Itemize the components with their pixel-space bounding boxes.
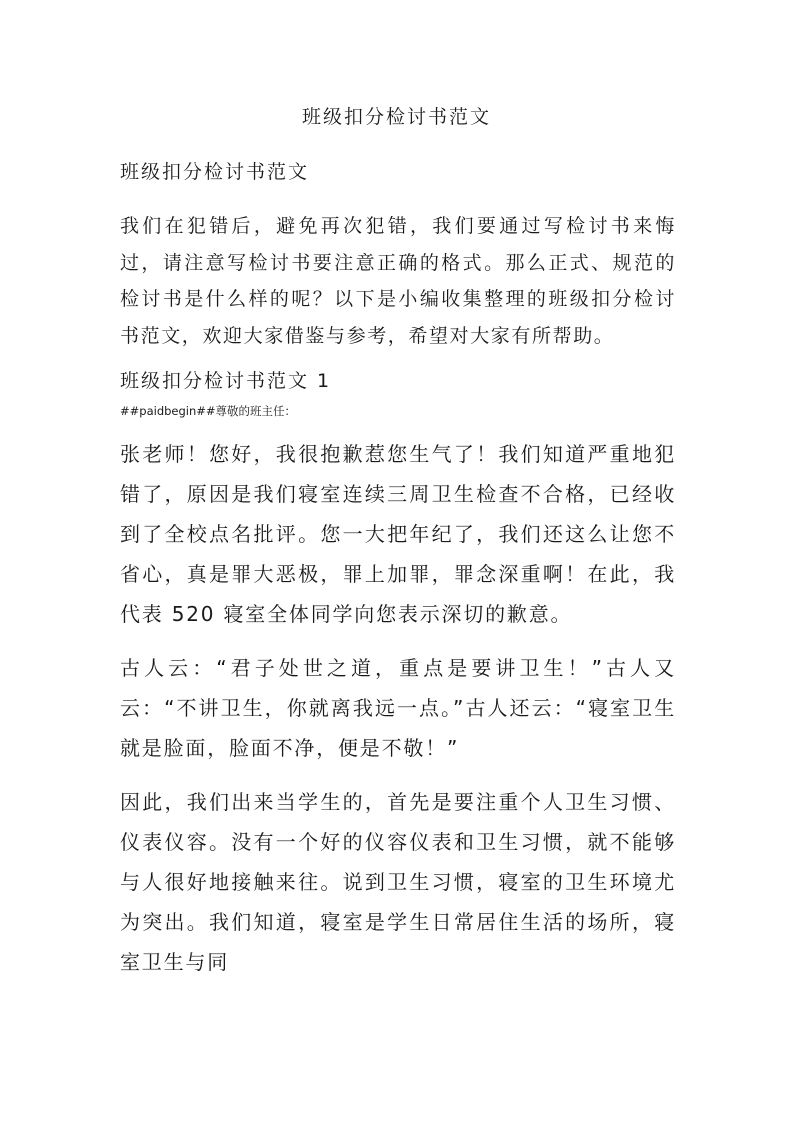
- section-heading: 班级扣分检讨书范文 1: [120, 370, 332, 392]
- body-paragraph-3: 因此，我们出来当学生的，首先是要注重个人卫生习惯、仪表仪容。没有一个好的仪容仪表和卫生习惯，就不能够与人很好地接触来往。说到卫生习惯，寝室的卫生环境尤为突出。我们知道，寝室是学生日常居住生活的场所，寝室卫生与同: [120, 790, 676, 974]
- body-paragraph-2: 古人云：“君子处世之道，重点是要讲卫生！”古人又云：“不讲卫生，你就离我远一点。”古人还云：“寝室卫生就是脸面，脸面不净，便是不敬！”: [120, 656, 676, 760]
- intro-paragraph: 我们在犯错后，避免再次犯错，我们要通过写检讨书来悔过，请注意写检讨书要注意正确的格式。那么正式、规范的检讨书是什么样的呢？以下是小编收集整理的班级扣分检讨书范文，欢迎大家借鉴与参考，希望对大家有所帮助。: [120, 215, 676, 347]
- document-title: 班级扣分检讨书范文: [301, 106, 491, 128]
- body-paragraph-1: 张老师！您好，我很抱歉惹您生气了！我们知道严重地犯错了，原因是我们寝室连续三周卫生检查不合格，已经收到了全校点名批评。您一大把年纪了，我们还这么让您不省心，真是罪大恶极，罪上加罪，罪念深重啊！在此，我代表 520 寝室全体同学向您表示深切的歉意。: [120, 442, 676, 626]
- document-body: [120, 154, 676, 996]
- salutation: ##paidbegin##尊敬的班主任：: [120, 404, 297, 418]
- document-subtitle: 班级扣分检讨书范文: [120, 161, 310, 183]
